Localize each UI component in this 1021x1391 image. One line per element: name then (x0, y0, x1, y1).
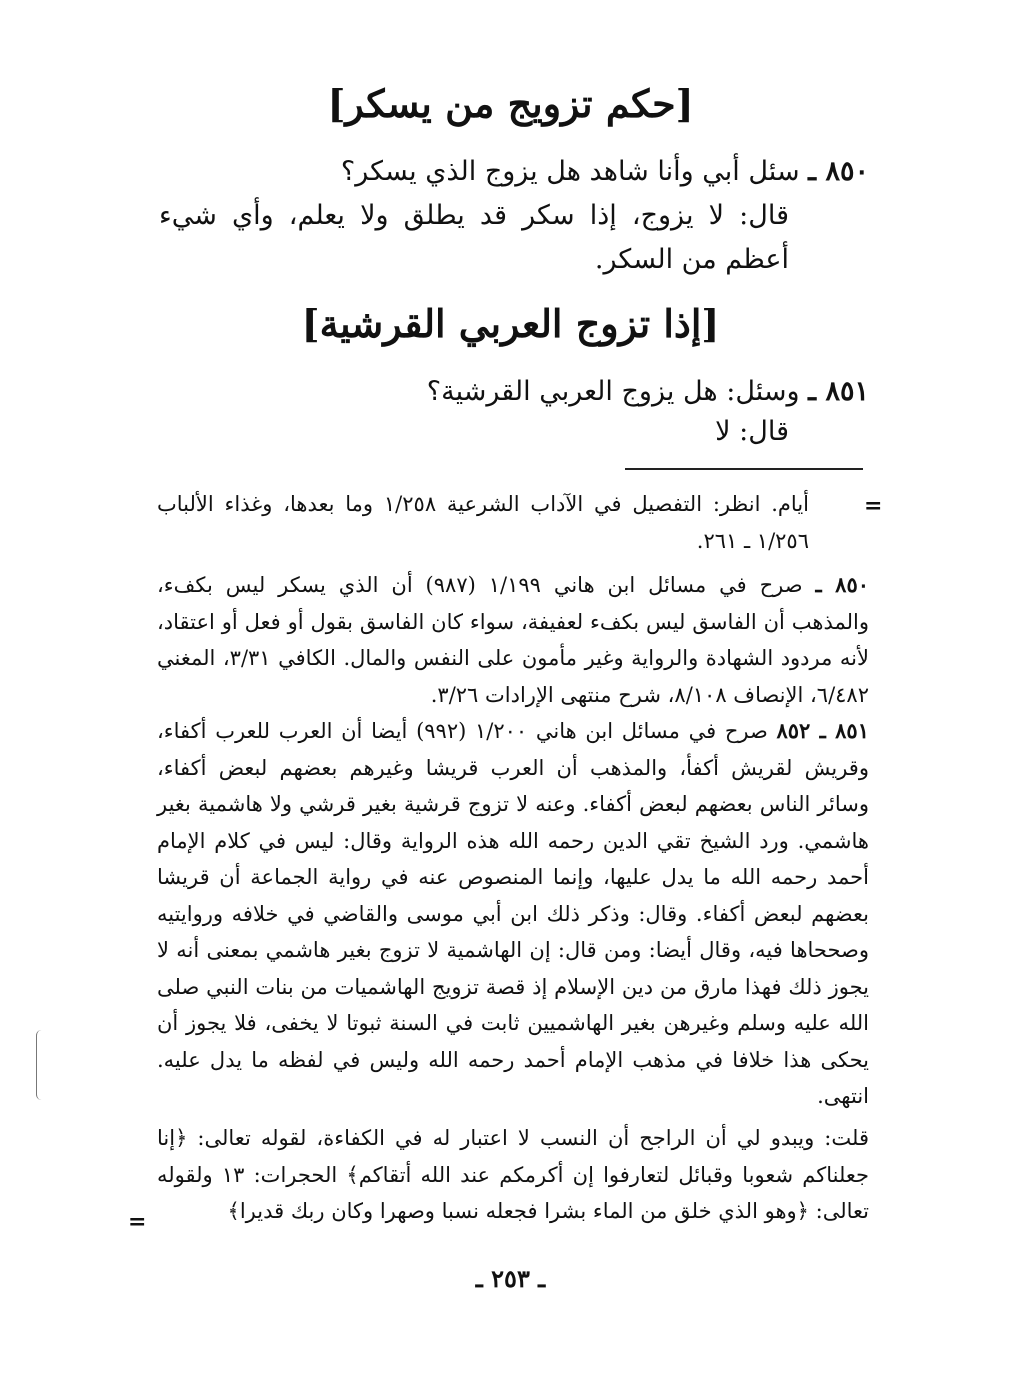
question-text: سئل أبي وأنا شاهد هل يزوج الذي يسكر؟ (340, 156, 800, 187)
footnote-text: صرح في مسائل ابن هاني ١/١٩٩ (٩٨٧) أن الذي يسكر ليس بكفء، والمذهب أن الفاسق ليس بكفء لعفيفة، سواء كان الفاسق بقول أو فعل أو اعتقاد، لأنه مردود الشهادة والرواية وغير مأمون على النفس والمال. الكافي ٣/٣١، المغني ٦/٤٨٢، الإنصاف ٨/١٠٨، شرح منتهى الإرادات ٣/٢٦. (157, 573, 869, 707)
footnote-continued: أيام. انظر: التفصيل في الآداب الشرعية ١/٢٥٨ وما بعدها، وغذاء الألباب ١/٢٥٦ ـ ٢٦١. (157, 492, 809, 553)
section-heading: [حكم تزويج من يسكر] (327, 81, 694, 126)
footnote-851-852 (157, 713, 869, 1115)
page-number: ـ ٢٥٣ ـ (475, 1264, 546, 1293)
question-number: ٨٥١ ـ (808, 376, 869, 407)
footnote-divider (625, 468, 863, 470)
footnote-number: ٨٥١ ـ ٨٥٢ (776, 718, 869, 743)
answer-851: قال: لا (715, 416, 789, 447)
continuation-mark: = (128, 1209, 147, 1235)
question-number: ٨٥٠ ـ (808, 156, 869, 187)
answer-850: قال: لا يزوج، إذا سكر قد يطلق ولا يعلم، وأي شيء أعظم من السكر. (159, 200, 789, 275)
footnote-850 (157, 567, 869, 713)
footnote-opinion: قلت: ويبدو لي أن الراجح أن النسب لا اعتبار له في الكفاءة، لقوله تعالى: ﴿إنا جعلناكم شعوبا وقبائل لتعارفوا إن أكرمكم عند الله أتقاكم﴾ الحجرات: ١٣ ولقوله تعالى: ﴿وهو الذي خلق من الماء بشرا فجعله نسبا وصهرا وكان ربك قديرا﴾ (157, 1126, 870, 1223)
footnote-number: ٨٥٠ ـ (815, 572, 870, 597)
question-text: وسئل: هل يزوج العربي القرشية؟ (426, 376, 800, 407)
section-heading: [إذا تزوج العربي القرشية] (301, 301, 720, 346)
question-851 (129, 370, 869, 414)
footnote-text: صرح في مسائل ابن هاني ١/٢٠٠ (٩٩٢) أيضا أن العرب للعرب أكفاء، وقريش لقريش أكفأ، والمذهب أن العرب قريشا وغيرهم بعضهم لبعض أكفاء، وسائر الناس بعضهم لبعض أكفاء. وعنه لا تزوج قرشية بغير قرشي ولا هاشمية بغير هاشمي. ورد الشيخ تقي الدين رحمه الله هذه الرواية وقال: ليس في كلام الإمام أحمد رحمه الله ما يدل عليها، وإنما المنصوص عنه في رواية الجماعة أن قريشا بعضهم لبعض أكفاء. وقال: وذكر ذلك ابن أبي موسى والقاضي في خلافه وروايتيه وصححاها فيه، وقال أيضا: ومن قال: إن الهاشمية لا تزوج بغير هاشمي بمعنى أنه لا يجوز ذلك فهذا مارق من دين الإسلام إذ قصة تزويج الهاشميات من بنات النبي صلى الله عليه وسلم وغيرهن بغير الهاشميين ثابت في السنة ثبوتا لا يخفى، فلا يجوز أن يحكى هذا خلافا في مذهب الإمام أحمد رحمه الله وليس في لفظه ما يدل عليه. انتهى. (157, 719, 869, 1108)
margin-mark (36, 1030, 47, 1100)
question-850 (129, 150, 869, 194)
continuation-mark: = (864, 493, 883, 519)
